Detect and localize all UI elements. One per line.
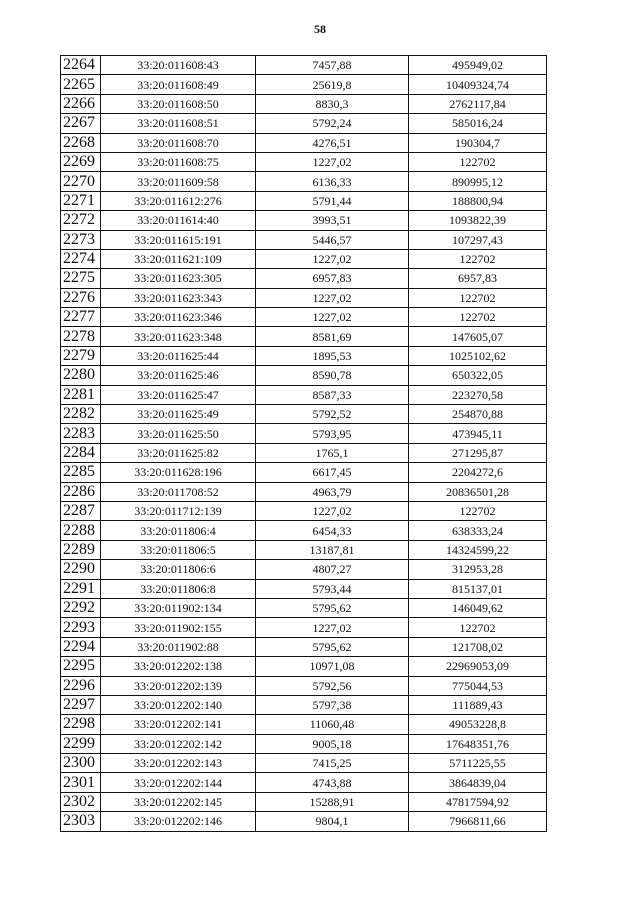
- row-number-cell: 2276: [61, 288, 101, 307]
- table-row: [61, 288, 547, 307]
- area-cell: 1227,02: [256, 501, 409, 520]
- cadastral-number-cell: 33:20:012202:146: [101, 812, 256, 831]
- row-number-cell: 2286: [61, 482, 101, 501]
- area-cell: 9005,18: [256, 734, 409, 753]
- cadastral-number-cell: 33:20:012202:140: [101, 695, 256, 714]
- table-row: [61, 618, 547, 637]
- row-number-cell: 2285: [61, 463, 101, 482]
- cadastral-number-cell: 33:20:011625:49: [101, 405, 256, 424]
- table-row: [61, 540, 547, 559]
- cadastral-number-cell: 33:20:011625:46: [101, 366, 256, 385]
- cadastral-number-cell: 33:20:011621:109: [101, 249, 256, 268]
- row-number-cell: 2268: [61, 133, 101, 152]
- cadastral-value-cell: 1025102,62: [409, 346, 547, 365]
- area-cell: 3993,51: [256, 211, 409, 230]
- table-row: [61, 327, 547, 346]
- table-row: [61, 443, 547, 462]
- row-number-cell: 2292: [61, 598, 101, 617]
- cadastral-number-cell: 33:20:011612:276: [101, 191, 256, 210]
- row-number-cell: 2301: [61, 773, 101, 792]
- table-row: [61, 366, 547, 385]
- area-cell: 5797,38: [256, 695, 409, 714]
- cadastral-number-cell: 33:20:011625:82: [101, 443, 256, 462]
- cadastral-value-cell: 638333,24: [409, 521, 547, 540]
- area-cell: 9804,1: [256, 812, 409, 831]
- table-row: [61, 405, 547, 424]
- cadastral-number-cell: 33:20:012202:143: [101, 754, 256, 773]
- table-row: [61, 269, 547, 288]
- cadastral-value-cell: 122702: [409, 308, 547, 327]
- table-row: [61, 249, 547, 268]
- cadastral-value-cell: 271295,87: [409, 443, 547, 462]
- area-cell: 5446,57: [256, 230, 409, 249]
- area-cell: 10971,08: [256, 657, 409, 676]
- cadastral-number-cell: 33:20:011625:50: [101, 424, 256, 443]
- area-cell: 6136,33: [256, 172, 409, 191]
- row-number-cell: 2266: [61, 94, 101, 113]
- table-row: [61, 812, 547, 831]
- area-cell: 11060,48: [256, 715, 409, 734]
- row-number-cell: 2290: [61, 560, 101, 579]
- area-cell: 1227,02: [256, 288, 409, 307]
- row-number-cell: 2297: [61, 695, 101, 714]
- cadastral-value-cell: 223270,58: [409, 385, 547, 404]
- area-cell: 5793,44: [256, 579, 409, 598]
- cadastral-value-cell: 254870,88: [409, 405, 547, 424]
- area-cell: 8587,33: [256, 385, 409, 404]
- row-number-cell: 2303: [61, 812, 101, 831]
- cadastral-value-cell: 7966811,66: [409, 812, 547, 831]
- row-number-cell: 2291: [61, 579, 101, 598]
- table-row: [61, 792, 547, 811]
- row-number-cell: 2265: [61, 75, 101, 94]
- cadastral-number-cell: 33:20:011902:155: [101, 618, 256, 637]
- row-number-cell: 2282: [61, 405, 101, 424]
- cadastral-number-cell: 33:20:011628:196: [101, 463, 256, 482]
- table-row: [61, 637, 547, 656]
- area-cell: 5792,24: [256, 114, 409, 133]
- cadastral-value-cell: 122702: [409, 152, 547, 171]
- cadastral-number-cell: 33:20:012202:144: [101, 773, 256, 792]
- row-number-cell: 2283: [61, 424, 101, 443]
- table-row: [61, 560, 547, 579]
- table-row: [61, 579, 547, 598]
- table-row: [61, 114, 547, 133]
- row-number-cell: 2274: [61, 249, 101, 268]
- cadastral-number-cell: 33:20:011623:305: [101, 269, 256, 288]
- cadastral-number-cell: 33:20:011609:58: [101, 172, 256, 191]
- area-cell: 5792,56: [256, 676, 409, 695]
- area-cell: 4276,51: [256, 133, 409, 152]
- cadastral-value-cell: 49053228,8: [409, 715, 547, 734]
- row-number-cell: 2288: [61, 521, 101, 540]
- cadastral-value-cell: 22969053,09: [409, 657, 547, 676]
- cadastral-value-cell: 122702: [409, 288, 547, 307]
- cadastral-number-cell: 33:20:011625:47: [101, 385, 256, 404]
- row-number-cell: 2279: [61, 346, 101, 365]
- row-number-cell: 2294: [61, 637, 101, 656]
- area-cell: 1227,02: [256, 249, 409, 268]
- table-row: [61, 75, 547, 94]
- cadastral-value-cell: 473945,11: [409, 424, 547, 443]
- cadastral-value-cell: 111889,43: [409, 695, 547, 714]
- table-row: [61, 152, 547, 171]
- cadastral-number-cell: 33:20:012202:145: [101, 792, 256, 811]
- row-number-cell: 2269: [61, 152, 101, 171]
- cadastral-number-cell: 33:20:011608:51: [101, 114, 256, 133]
- row-number-cell: 2270: [61, 172, 101, 191]
- cadastral-value-cell: 650322,05: [409, 366, 547, 385]
- area-cell: 13187,81: [256, 540, 409, 559]
- table-row: [61, 230, 547, 249]
- cadastral-value-cell: 495949,02: [409, 56, 547, 75]
- cadastral-value-table: [60, 55, 547, 832]
- cadastral-number-cell: 33:20:011608:70: [101, 133, 256, 152]
- cadastral-number-cell: 33:20:011614:40: [101, 211, 256, 230]
- table-row: [61, 695, 547, 714]
- table-row: [61, 676, 547, 695]
- table-row: [61, 715, 547, 734]
- table-row: [61, 211, 547, 230]
- row-number-cell: 2267: [61, 114, 101, 133]
- cadastral-number-cell: 33:20:011902:134: [101, 598, 256, 617]
- table-row: [61, 501, 547, 520]
- area-cell: 7457,88: [256, 56, 409, 75]
- area-cell: 1895,53: [256, 346, 409, 365]
- cadastral-number-cell: 33:20:011623:346: [101, 308, 256, 327]
- cadastral-value-cell: 121708,02: [409, 637, 547, 656]
- cadastral-value-cell: 815137,01: [409, 579, 547, 598]
- area-cell: 4743,88: [256, 773, 409, 792]
- row-number-cell: 2277: [61, 308, 101, 327]
- area-cell: 15288,91: [256, 792, 409, 811]
- area-cell: 5795,62: [256, 598, 409, 617]
- cadastral-value-cell: 890995,12: [409, 172, 547, 191]
- table-body: [61, 56, 547, 832]
- cadastral-number-cell: 33:20:011623:343: [101, 288, 256, 307]
- row-number-cell: 2271: [61, 191, 101, 210]
- cadastral-value-cell: 190304,7: [409, 133, 547, 152]
- page-number: 58: [314, 22, 326, 36]
- cadastral-value-cell: 5711225,55: [409, 754, 547, 773]
- table-row: [61, 191, 547, 210]
- cadastral-number-cell: 33:20:011708:52: [101, 482, 256, 501]
- cadastral-number-cell: 33:20:011623:348: [101, 327, 256, 346]
- row-number-cell: 2302: [61, 792, 101, 811]
- area-cell: 6454,33: [256, 521, 409, 540]
- cadastral-number-cell: 33:20:011712:139: [101, 501, 256, 520]
- row-number-cell: 2287: [61, 501, 101, 520]
- area-cell: 25619,8: [256, 75, 409, 94]
- row-number-cell: 2272: [61, 211, 101, 230]
- area-cell: 6957,83: [256, 269, 409, 288]
- area-cell: 1765,1: [256, 443, 409, 462]
- table-row: [61, 133, 547, 152]
- table-row: [61, 94, 547, 113]
- row-number-cell: 2298: [61, 715, 101, 734]
- cadastral-number-cell: 33:20:011806:5: [101, 540, 256, 559]
- row-number-cell: 2275: [61, 269, 101, 288]
- table-row: [61, 734, 547, 753]
- cadastral-number-cell: 33:20:012202:139: [101, 676, 256, 695]
- cadastral-value-cell: 312953,28: [409, 560, 547, 579]
- cadastral-number-cell: 33:20:012202:142: [101, 734, 256, 753]
- cadastral-number-cell: 33:20:011608:43: [101, 56, 256, 75]
- table-row: [61, 385, 547, 404]
- cadastral-number-cell: 33:20:011615:191: [101, 230, 256, 249]
- area-cell: 5795,62: [256, 637, 409, 656]
- table-row: [61, 346, 547, 365]
- row-number-cell: 2264: [61, 56, 101, 75]
- row-number-cell: 2280: [61, 366, 101, 385]
- cadastral-value-cell: 10409324,74: [409, 75, 547, 94]
- cadastral-value-cell: 1093822,39: [409, 211, 547, 230]
- table-row: [61, 463, 547, 482]
- cadastral-number-cell: 33:20:012202:141: [101, 715, 256, 734]
- area-cell: 8581,69: [256, 327, 409, 346]
- row-number-cell: 2281: [61, 385, 101, 404]
- cadastral-value-cell: 20836501,28: [409, 482, 547, 501]
- cadastral-value-cell: 146049,62: [409, 598, 547, 617]
- table-row: [61, 482, 547, 501]
- row-number-cell: 2300: [61, 754, 101, 773]
- table-row: [61, 172, 547, 191]
- cadastral-value-cell: 47817594,92: [409, 792, 547, 811]
- row-number-cell: 2273: [61, 230, 101, 249]
- cadastral-number-cell: 33:20:011608:50: [101, 94, 256, 113]
- table-row: [61, 598, 547, 617]
- cadastral-number-cell: 33:20:011806:8: [101, 579, 256, 598]
- area-cell: 6617,45: [256, 463, 409, 482]
- area-cell: 5793,95: [256, 424, 409, 443]
- row-number-cell: 2293: [61, 618, 101, 637]
- table-row: [61, 773, 547, 792]
- cadastral-value-cell: 6957,83: [409, 269, 547, 288]
- table-row: [61, 308, 547, 327]
- area-cell: 5792,52: [256, 405, 409, 424]
- area-cell: 1227,02: [256, 308, 409, 327]
- cadastral-number-cell: 33:20:011902:88: [101, 637, 256, 656]
- row-number-cell: 2289: [61, 540, 101, 559]
- cadastral-value-cell: 585016,24: [409, 114, 547, 133]
- cadastral-number-cell: 33:20:011608:49: [101, 75, 256, 94]
- cadastral-value-cell: 107297,43: [409, 230, 547, 249]
- row-number-cell: 2296: [61, 676, 101, 695]
- row-number-cell: 2278: [61, 327, 101, 346]
- area-cell: 1227,02: [256, 152, 409, 171]
- cadastral-value-cell: 2762117,84: [409, 94, 547, 113]
- cadastral-number-cell: 33:20:011806:6: [101, 560, 256, 579]
- area-cell: 8830,3: [256, 94, 409, 113]
- cadastral-number-cell: 33:20:011608:75: [101, 152, 256, 171]
- cadastral-value-cell: 122702: [409, 618, 547, 637]
- cadastral-value-cell: 188800,94: [409, 191, 547, 210]
- cadastral-value-cell: 122702: [409, 501, 547, 520]
- area-cell: 7415,25: [256, 754, 409, 773]
- area-cell: 1227,02: [256, 618, 409, 637]
- area-cell: 4963,79: [256, 482, 409, 501]
- cadastral-number-cell: 33:20:012202:138: [101, 657, 256, 676]
- row-number-cell: 2295: [61, 657, 101, 676]
- table-row: [61, 657, 547, 676]
- cadastral-value-cell: 775044,53: [409, 676, 547, 695]
- table-row: [61, 754, 547, 773]
- row-number-cell: 2299: [61, 734, 101, 753]
- area-cell: 5791,44: [256, 191, 409, 210]
- table-row: [61, 424, 547, 443]
- table-row: [61, 521, 547, 540]
- cadastral-number-cell: 33:20:011625:44: [101, 346, 256, 365]
- cadastral-value-cell: 3864839,04: [409, 773, 547, 792]
- cadastral-value-cell: 17648351,76: [409, 734, 547, 753]
- cadastral-number-cell: 33:20:011806:4: [101, 521, 256, 540]
- table-row: [61, 56, 547, 75]
- cadastral-value-cell: 2204272,6: [409, 463, 547, 482]
- cadastral-value-cell: 14324599,22: [409, 540, 547, 559]
- area-cell: 8590,78: [256, 366, 409, 385]
- cadastral-value-cell: 122702: [409, 249, 547, 268]
- row-number-cell: 2284: [61, 443, 101, 462]
- area-cell: 4807,27: [256, 560, 409, 579]
- cadastral-value-cell: 147605,07: [409, 327, 547, 346]
